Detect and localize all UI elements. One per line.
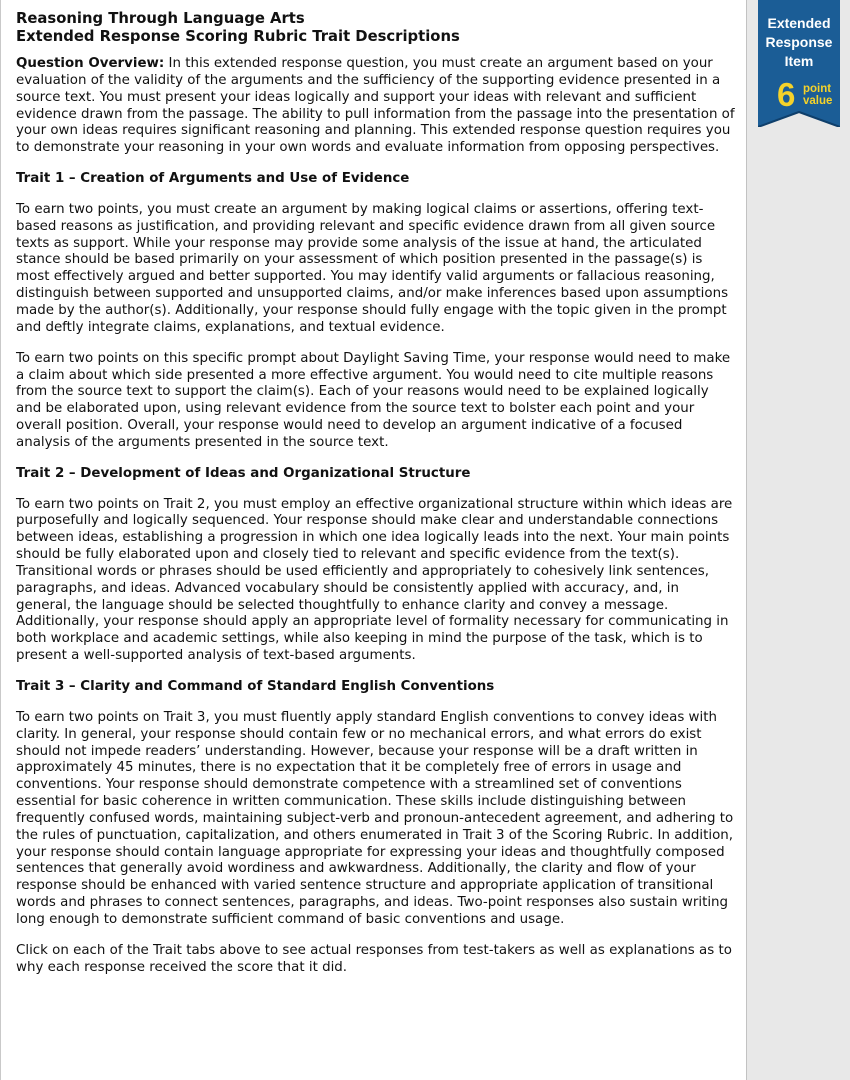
point-label-line-1: point (803, 83, 832, 95)
overview-text: In this extended response question, you must create an argument based on your evaluation of the validity of the arguments and the sufficiency of the supporting evidence presented in a source text. You must present your ideas logically and support your ideas with relevant and sufficient evidence drawn from the passage. The ability to pull information from the passage into the presentation of your own ideas requires significant reasoning and planning. This extended response question requires you to demonstrate your reasoning in your own words and evaluate information from opposing perspectives. (16, 56, 735, 156)
left-border (0, 0, 1, 1080)
title-line-1: Reasoning Through Language Arts (16, 10, 305, 27)
rubric-document (16, 10, 738, 977)
trait3-paragraph-1: To earn two points on Trait 3, you must fluently apply standard English conventions to convey ideas with clarity. In general, your response should contain few or no mechanical errors, and what errors do exist should not impede readers’ understanding. However, because your response will be a draft written in approximately 45 minutes, there is no expectation that it be completely free of errors in usage and conventions. Your response should demonstrate competence with a streamlined set of conventions essential for basic coherence in written communication. These skills include distinguishing between frequently confused words, maintaining subject-verb and pronoun-antecedent agreement, and adhering to the rules of punctuation, capitalization, and others enumerated in Trait 3 of the Scoring Rubric. In addition, your response should contain language appropriate for expressing your ideas and thoughtfully composed sentences that generally avoid wordiness and awkwardness. Additionally, the clarity and flow of your response should be enhanced with varied sentence structure and appropriate application of transitional words and phrases to connect sentences, paragraphs, and ideas. Two-point responses also sustain writing long enough to demonstrate sufficient command of basic conventions and usage. (16, 709, 734, 927)
badge-line-3: Item (784, 53, 814, 69)
right-sidebar (746, 0, 850, 1080)
point-value-number: 6 (777, 76, 796, 113)
closing-paragraph: Click on each of the Trait tabs above to see actual responses from test-takers as well as explanations as to why each response received the score that it did. (16, 942, 732, 975)
document-title (16, 10, 738, 46)
trait1-heading: Trait 1 – Creation of Arguments and Use of Evidence (16, 171, 410, 187)
question-overview (16, 56, 738, 157)
title-line-2: Extended Response Scoring Rubric Trait Descriptions (16, 28, 460, 45)
trait2-heading: Trait 2 – Development of Ideas and Organizational Structure (16, 465, 471, 481)
trait1-paragraph-1: To earn two points, you must create an argument by making logical claims or assertions, offering text-based reasons as justification, and providing relevant and specific evidence drawn from all given source texts as support. While your response may provide some analysis of the issue at hand, the articulated stance should be based primarily on your assessment of which position presented in the passage(s) is most effectively argued and better supported. You may identify valid arguments or fallacious reasoning, distinguish between supported and unsupported claims, and/or make inferences based upon assumptions made by the author(s). Additionally, your response should fully engage with the topic given in the prompt and deftly integrate claims, explanations, and textual evidence. (16, 201, 729, 335)
point-value-label (803, 84, 832, 107)
badge-line-1: Extended (767, 15, 831, 31)
point-label-line-2: value (803, 94, 833, 107)
trait1-paragraph-2: To earn two points on this specific prompt about Daylight Saving Time, your response would need to make a claim about which side presented a more effective argument. You would need to cite multiple reasons from the source text to support the claim(s). Each of your reasons would need to be explained logically and be elaborated upon, using relevant evidence from the source text to bolster each point and your overall position. Overall, your response would need to develop an argument indicative of a focused analysis of the arguments presented in the source text. (16, 350, 731, 450)
point-value (758, 76, 840, 114)
badge-line-2: Response (765, 34, 833, 50)
extended-response-badge (758, 0, 840, 127)
trait3-heading: Trait 3 – Clarity and Command of Standard English Conventions (16, 679, 495, 694)
trait2-paragraph-1: To earn two points on Trait 2, you must employ an effective organizational structure within which ideas are purposefully and logically sequenced. Your response should make clear and understandable connections between ideas, establishing a progression in which one idea logically leads into the next. Your main points should be fully elaborated upon and closely tied to relevant and specific evidence from the text(s). Transitional words or phrases should be used efficiently and appropriately to cohesively link sentences, paragraphs, and ideas. Advanced vocabulary should be consistently applied with accuracy, and, in general, the language should be selected thoughtfully to enhance clarity and convey a message. Additionally, your response should apply an appropriate level of formality necessary for communicating in both workplace and academic settings, while also keeping in mind the purpose of the task, which is to present a well-supported analysis of text-based arguments. (16, 496, 733, 664)
badge-title (758, 14, 840, 71)
overview-label: Question Overview: (16, 56, 165, 71)
